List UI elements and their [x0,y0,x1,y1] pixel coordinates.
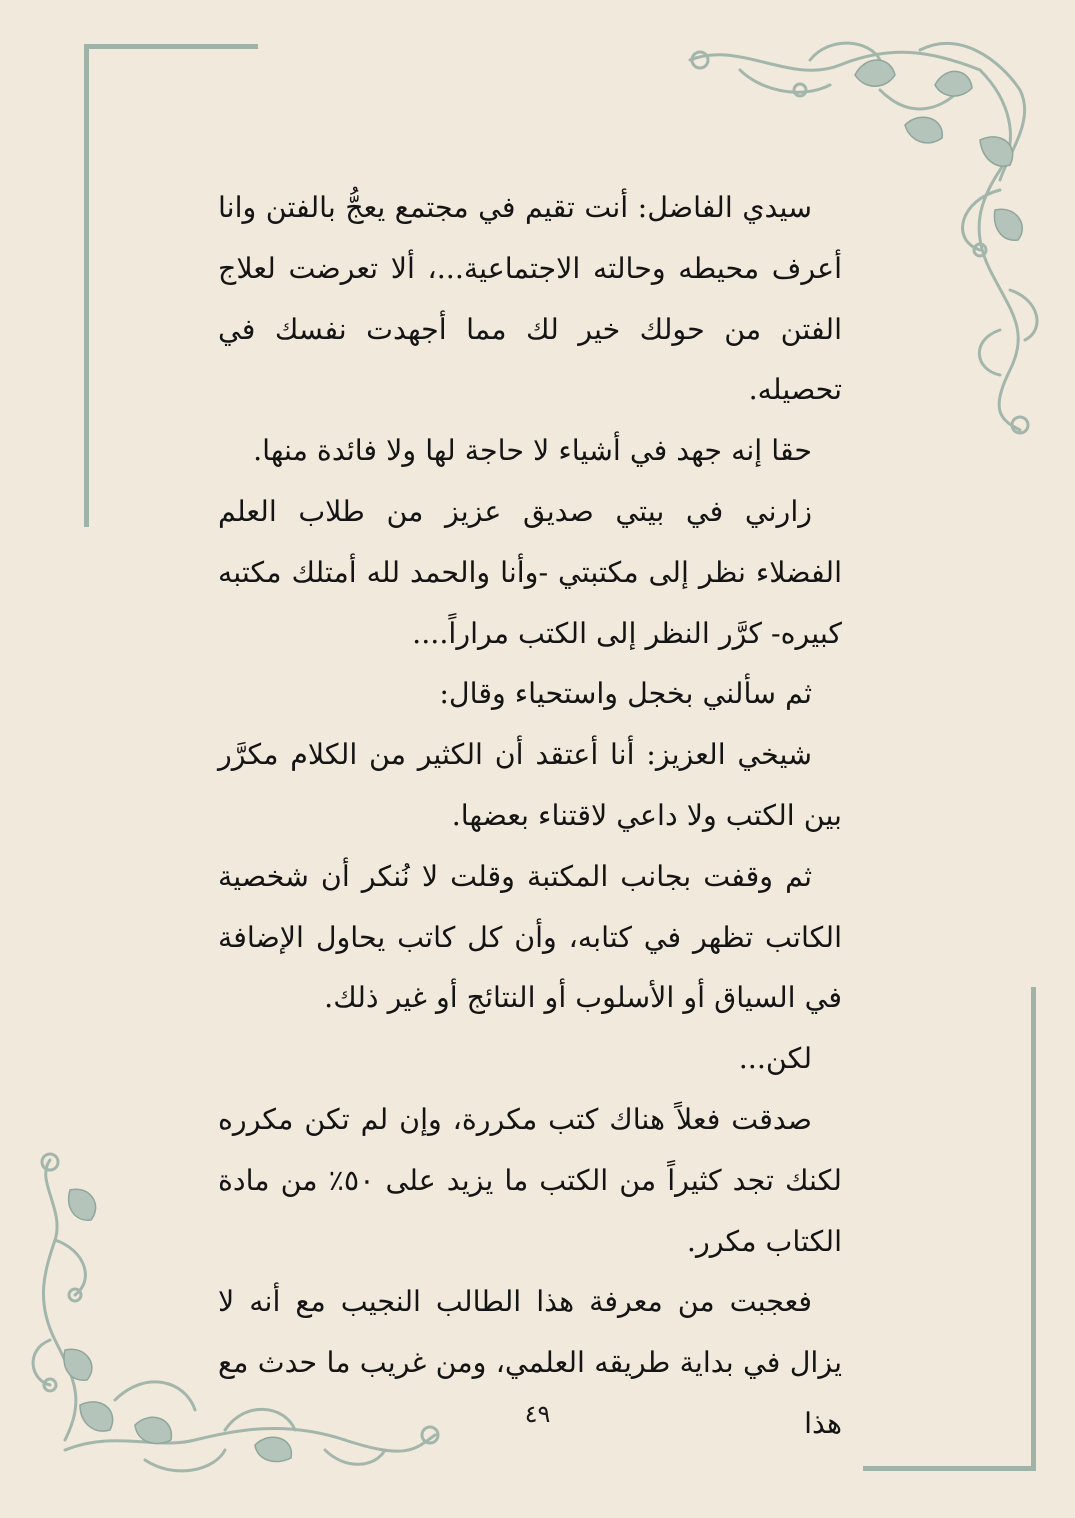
paragraph: فعجبت من معرفة هذا الطالب النجيب مع أنه لا يزال في بداية طريقه العلمي، ومن غريب ما حدث مع هذا [218,1285,842,1440]
paragraph: شيخي العزيز: أنا أعتقد أن الكثير من الكلام مكرَّر بين الكتب ولا داعي لاقتناء بعضها. [218,738,842,832]
paragraph: حقا إنه جهد في أشياء لا حاجة لها ولا فائدة منها. [253,434,812,468]
page-body-text [218,178,842,1455]
paragraph: لكن... [738,1042,812,1076]
page-number: ٤٩ [524,1400,551,1428]
paragraph: سيدي الفاضل: أنت تقيم في مجتمع يعجُّ بالفتن وانا أعرف محيطه وحالته الاجتماعية...، ألا تعرضت لعلاج الفتن من حولك خير لك مما أجهدت نفسك في تحصيله. [218,191,842,407]
frame-top-left-horizontal [84,44,258,49]
frame-top-left-vertical [84,44,89,527]
paragraph: ثم سألني بخجل واستحياء وقال: [439,677,812,711]
paragraph: ثم وقفت بجانب المكتبة وقلت لا نُنكر أن شخصية الكاتب تظهر في كتابه، وأن كل كاتب يحاول الإضافة في السياق أو الأسلوب أو النتائج أو غير ذلك. [218,859,842,1015]
frame-bottom-right-vertical [1031,987,1036,1470]
paragraph: صدقت فعلاً هناك كتب مكررة، وإن لم تكن مكرره لكنك تجد كثيراً من الكتب ما يزيد على ٥٠٪ من مادة الكتاب مكرر. [218,1102,842,1258]
frame-bottom-right-horizontal [863,1466,1036,1471]
paragraph: زارني في بيتي صديق عزيز من طلاب العلم الفضلاء نظر إلى مكتبتي -وأنا والحمد لله أمتلك مكتبه كبيره- كرَّر النظر إلى الكتب مراراً.... [218,494,842,650]
